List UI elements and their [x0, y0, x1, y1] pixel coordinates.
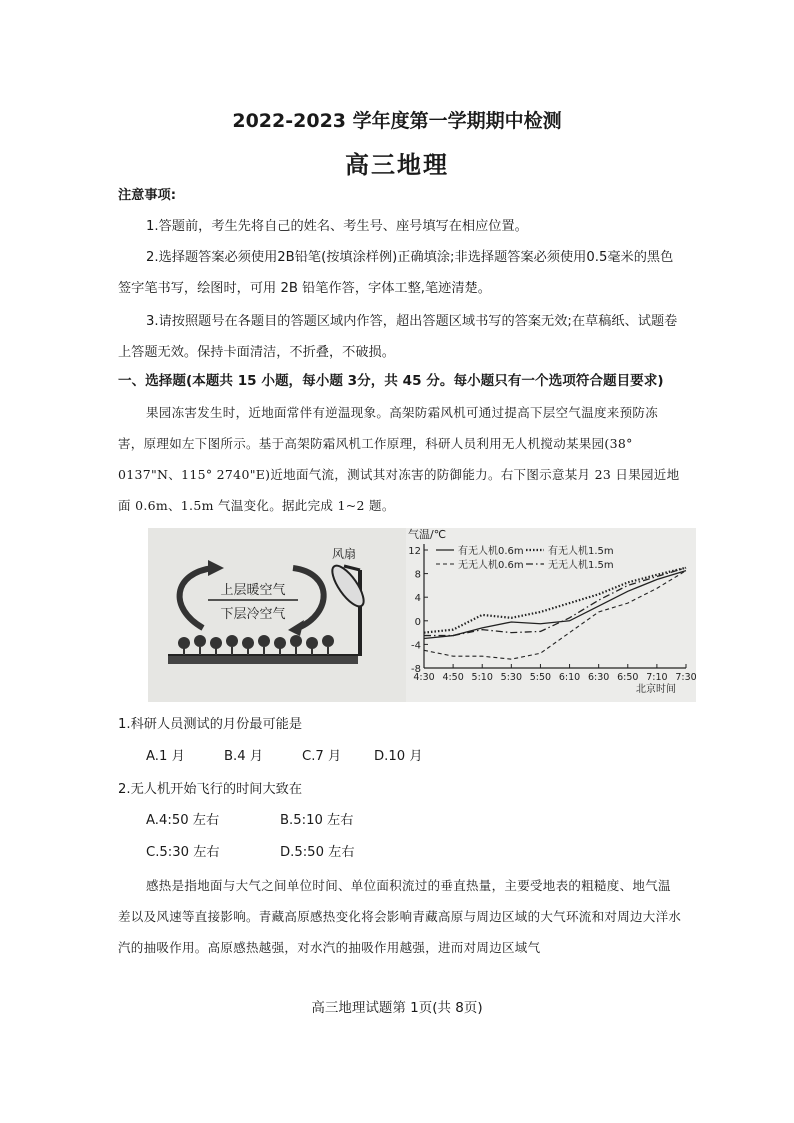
legend-label: 有无人机0.6m — [458, 546, 524, 557]
chart-xlabel: 北京时间 — [636, 684, 676, 695]
y-tick-label: 4 — [414, 593, 421, 605]
lower-cold-air-label: 下层冷空气 — [220, 607, 286, 622]
q2-option-d[interactable]: D.5:50 左右 — [280, 845, 355, 860]
notice-heading: 注意事项: — [118, 188, 177, 203]
x-tick-label: 6:50 — [617, 672, 639, 683]
series-line-4 — [424, 568, 686, 636]
x-tick-label: 7:10 — [646, 672, 668, 683]
upper-warm-air-label: 上层暖空气 — [220, 583, 286, 598]
legend-label: 有无人机1.5m — [548, 546, 614, 557]
q1-option-d[interactable]: D.10 月 — [374, 749, 423, 764]
ground-strip — [168, 656, 358, 664]
x-tick-label: 5:50 — [529, 672, 552, 683]
x-tick-label: 5:30 — [500, 672, 523, 683]
y-tick-label: 0 — [414, 616, 421, 628]
right-arrow-head-icon — [288, 620, 304, 636]
fan-label: 风扇 — [332, 547, 357, 561]
notice-item-3: 3.请按照题号在各题目的答题区域内作答，超出答题区域书写的答案无效;在草稿纸、试题卷上答题无效。保持卡面清洁，不折叠，不破损。 — [118, 314, 678, 360]
temperature-chart — [406, 528, 696, 702]
legend-label: 无无人机1.5m — [548, 560, 614, 571]
y-tick-label: 8 — [414, 569, 421, 581]
notice-item-1: 1.答题前，考生先将自己的姓名、考生号、座号填写在相应位置。 — [146, 219, 528, 234]
exam-title: 2022-2023 学年度第一学期期中检测 — [232, 110, 562, 132]
chart-legend — [436, 544, 614, 571]
fruit-trees — [178, 635, 334, 655]
q1-option-c[interactable]: C.7 月 — [302, 749, 342, 764]
y-tick-label: 12 — [408, 546, 421, 557]
legend-label: 无无人机0.6m — [458, 560, 524, 571]
x-tick-label: 4:30 — [413, 672, 435, 683]
x-tick-label: 5:10 — [471, 672, 493, 683]
right-circulation-arrow — [293, 568, 324, 628]
material-1: 果园冻害发生时，近地面常伴有逆温现象。高架防霜风机可通过提高下层空气温度来预防冻害，原理如左下图所示。基于高架防霜风机工作原理，科研人员利用无人机搅动某果园(38° 0137"N、115° 2740"E)近地面气流，测试其对冻害的防御能力。右下图示意某月 23 日果园近地面 0.6m、1.5m 气温变化。据此完成 1~2 题。 — [118, 405, 680, 513]
subject-title: 高三地理 — [345, 151, 449, 179]
q2-option-c[interactable]: C.5:30 左右 — [146, 845, 220, 860]
y-tick-label: -4 — [411, 640, 421, 652]
x-tick-label: 6:30 — [587, 672, 610, 683]
material-2: 感热是指地面与大气之间单位时间、单位面积流过的垂直热量，主要受地表的粗糙度、地气温差以及风速等直接影响。青藏高原感热变化将会影响青藏高原与周边区域的大气环流和对周边大洋水汽的抽吸作用。高原感热越强，对水汽的抽吸作用越强，进而对周边区域气 — [118, 878, 682, 955]
x-tick-label: 7:30 — [675, 672, 696, 683]
chart-ylabel: 气温/℃ — [408, 528, 447, 541]
page-footer: 高三地理试题第 1页(共 8页) — [311, 1000, 483, 1016]
left-circulation-arrow — [180, 568, 213, 628]
fan-diagram — [148, 528, 406, 702]
question-2-stem: 2.无人机开始飞行的时间大致在 — [118, 782, 303, 797]
fan-icon — [327, 561, 369, 611]
q1-option-b[interactable]: B.4 月 — [224, 749, 264, 764]
section-heading: 一、选择题(本题共 15 小题，每小题 3分，共 45 分。每小题只有一个选项符合题目要求) — [118, 373, 664, 389]
q2-option-b[interactable]: B.5:10 左右 — [280, 813, 354, 828]
q1-option-a[interactable]: A.1 月 — [146, 749, 185, 764]
notice-item-2: 2.选择题答案必须使用2B铅笔(按填涂样例)正确填涂;非选择题答案必须使用0.5毫米的黑色签字笔书写，绘图时，可用 2B 铅笔作答，字体工整,笔迹清楚。 — [118, 250, 674, 296]
series-line-1 — [424, 571, 686, 639]
x-tick-label: 6:10 — [558, 672, 581, 683]
q2-option-a[interactable]: A.4:50 左右 — [146, 813, 220, 828]
y-tick-label: -8 — [411, 664, 421, 675]
left-arrow-head-icon — [208, 560, 224, 576]
temperature-chart-svg — [406, 528, 696, 702]
figure-panel — [148, 528, 696, 702]
x-tick-label: 4:50 — [442, 672, 464, 683]
question-1-stem: 1.科研人员测试的月份最可能是 — [118, 717, 303, 732]
